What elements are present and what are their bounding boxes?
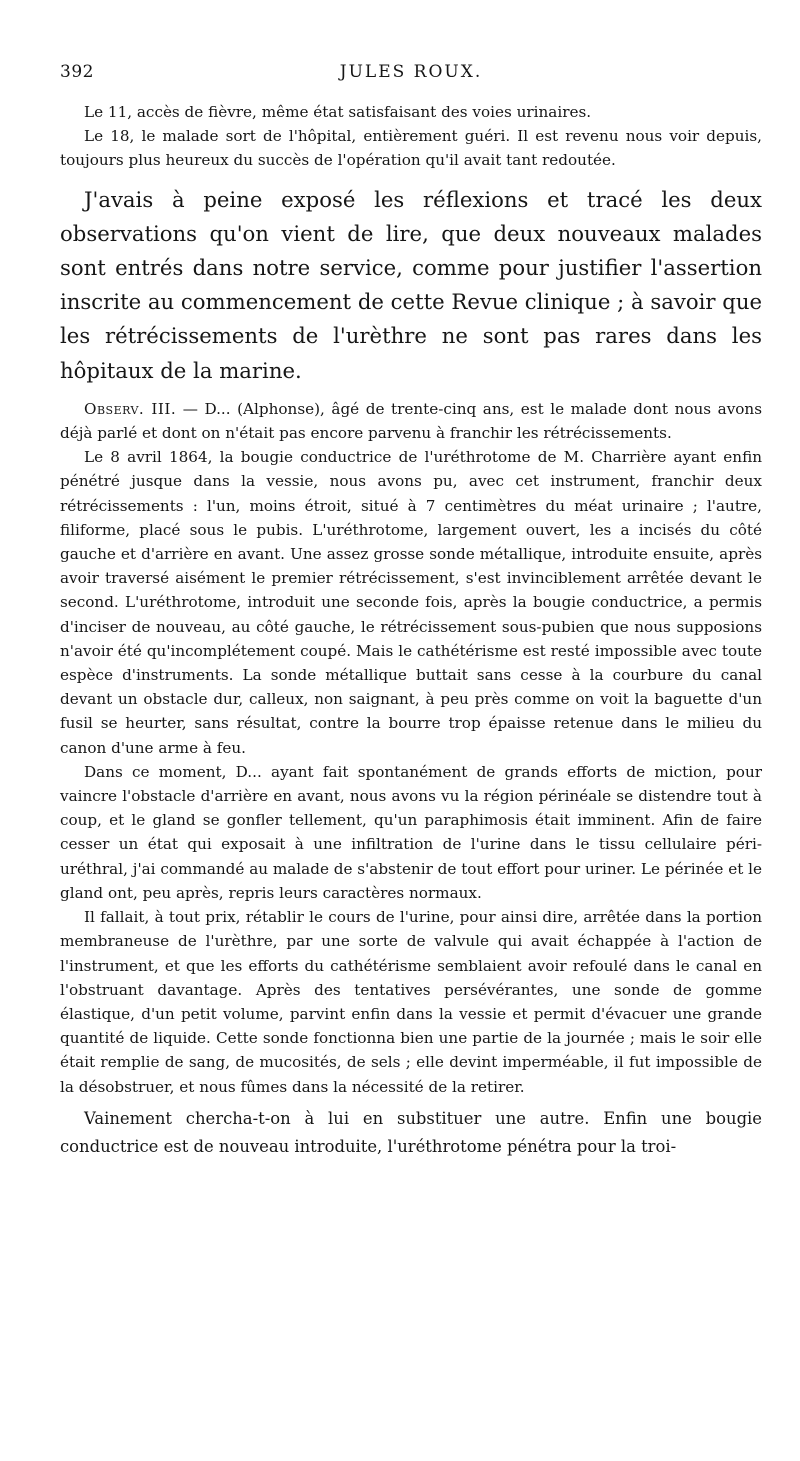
paragraph: Le 8 avril 1864, la bougie conductrice de l'uréthrotome de M. Charrière ayant enfin pénétré jusque dans la vessie, nous avons pu, avec cet instrument, franchir deux rétrécissements : l'un, moins étroit, situé à 7 centimètres du méat urinaire ; l'autre, filiforme, placé sous le pubis. L'uréthrotome, largement ouvert, les a incisés du côté gauche et d'arrière en avant. Une assez grosse sonde métallique, introduite ensuite, après avoir traversé aisément le premier rétrécissement, s'est invinciblement arrêtée devant le second. L'uréthrotome, introduit une seconde fois, après la bougie conductrice, a permis d'inciser de nouveau, au côté gauche, le rétrécissement sous-pubien que nous supposions n'avoir été qu'incomplétement coupé. Mais le cathétérisme est resté impossible avec toute espèce d'instruments. La sonde métallique buttait sans cesse à la courbure du canal devant un obstacle dur, calleux, non saignant, à peu près comme on voit la baguette d'un fusil se heurter, sans résultat, contre la bourre trop épaisse retenue dans le milieu du canon d'une arme à feu. [60,448,762,757]
observation-paragraph: Observ. III. — D... (Alphonse), âgé de trente-cinq ans, est le malade dont nous avons déjà parlé et dont on n'était pas encore parvenu à franchir les rétrécissements. [60,399,762,443]
paragraph-continued: Vainement chercha-t-on à lui en substituer une autre. Enfin une bougie conductrice est de nouveau introduite, l'uréthrotome pénétra pour la troi- [60,1108,762,1156]
paragraph: Le 18, le malade sort de l'hôpital, entièrement guéri. Il est revenu nous voir depuis, toujours plus heureux du succès de l'opération qu'il avait tant redoutée. [60,127,762,170]
observation-label: Observ. III. [84,399,177,418]
page-header [60,62,762,94]
running-head: JULES ROUX. [339,62,483,82]
paragraph: Il fallait, à tout prix, rétablir le cours de l'urine, pour ainsi dire, arrêtée dans la portion membraneuse de l'urèthre, par une sorte de valvule qui avait échappée à l'action de l'instrument, et que les efforts du cathétérisme semblaient avoir refoulé dans le canal en l'obstruant davantage. Après des tentatives persévérantes, une sonde de gomme élastique, d'un petit volume, parvint enfin dans la vessie et permit d'évacuer une grande quantité de liquide. Cette sonde fonctionna bien une partie de la journée ; mais le soir elle était remplie de sang, de mucosités, de sels ; elle devint imperméable, il fut impossible de la désobstruer, et nous fûmes dans la nécessité de la retirer. [60,908,762,1096]
paragraph: J'avais à peine exposé les réflexions et tracé les deux observations qu'on vient de lire, que deux nouveaux malades sont entrés dans notre service, comme pour justifier l'assertion inscrite au commencement de cette Revue clinique ; à savoir que les rétrécissements de l'urèthre ne sont pas rares dans les hôpitaux de la marine. [60,186,762,383]
paragraph: Le 11, accès de fièvre, même état satisfaisant des voies urinaires. [84,103,592,121]
document-page [60,62,762,1161]
page-number: 392 [60,62,94,82]
paragraph: Dans ce moment, D... ayant fait spontanément de grands efforts de miction, pour vaincre l'obstacle d'arrière en avant, nous avons vu la région périnéale se distendre tout à coup, et le gland se gonfler tellement, qu'un paraphimosis était imminent. Afin de faire cesser un état qui exposait à une infiltration de l'urine dans le tissu cellulaire péri-uréthral, j'ai commandé au malade de s'abstenir de tout effort pour uriner. Le périnée et le gland ont, peu après, repris leurs caractères normaux. [60,762,762,902]
